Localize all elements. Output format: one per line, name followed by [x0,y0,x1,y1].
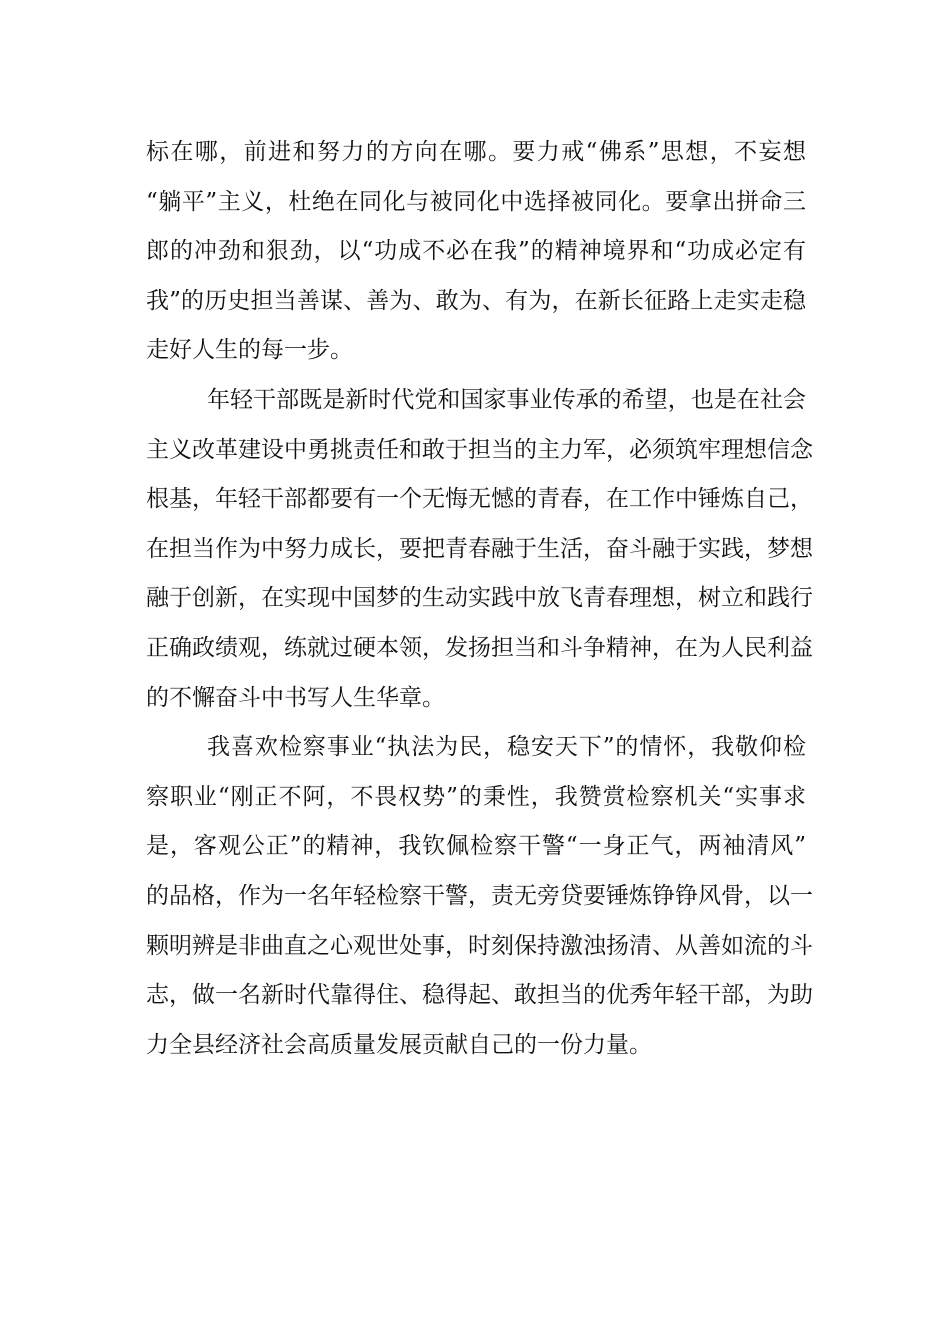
text-line: 在担当作为中努力成长，要把青春融于生活，奋斗融于实践，梦想 [146,535,813,562]
document-body [146,128,813,1070]
text-line: 我”的历史担当善谋、善为、敢为、有为，在新长征路上走实走稳 [146,287,806,314]
paragraph-1 [146,128,806,376]
text-line: 察职业“刚正不阿，不畏权势”的秉性，我赞赏检察机关“实事求 [146,783,806,810]
text-line: 主义改革建设中勇挑责任和敢于担当的主力军，必须筑牢理想信念 [146,436,813,463]
text-line: 志，做一名新时代靠得住、稳得起、敢担当的优秀年轻干部，为助 [146,982,813,1009]
text-line: 年轻干部既是新时代党和国家事业传承的希望，也是在社会 [207,386,806,413]
text-line: 我喜欢检察事业“执法为民，稳安天下”的情怀，我敬仰检 [207,734,806,761]
text-line: 颗明辨是非曲直之心观世处事，时刻保持激浊扬清、从善如流的斗 [146,932,813,959]
text-line: 走好人生的每一步。 [146,337,353,364]
text-line: 根基，年轻干部都要有一个无悔无憾的青春，在工作中锤炼自己， [146,486,813,513]
text-line: 融于创新，在实现中国梦的生动实践中放飞青春理想，树立和践行 [146,585,813,612]
text-line: 郎的冲劲和狠劲，以“功成不必在我”的精神境界和“功成必定有 [146,238,806,265]
text-line: 的品格，作为一名年轻检察干警，责无旁贷要锤炼铮铮风骨，以一 [146,882,813,909]
text-line: 是，客观公正”的精神，我钦佩检察干警“一身正气，两袖清风” [146,833,806,860]
text-line: 力全县经济社会高质量发展贡献自己的一份力量。 [146,1031,652,1058]
text-line: 正确政绩观，练就过硬本领，发扬担当和斗争精神，在为人民利益 [146,634,813,661]
text-line: 标在哪，前进和努力的方向在哪。要力戒“佛系”思想，不妄想 [146,139,806,165]
text-line: “躺平”主义，杜绝在同化与被同化中选择被同化。要拿出拼命三 [146,188,806,215]
paragraph-3 [146,723,813,1070]
text-line: 的不懈奋斗中书写人生华章。 [146,684,445,711]
paragraph-2 [146,376,813,723]
